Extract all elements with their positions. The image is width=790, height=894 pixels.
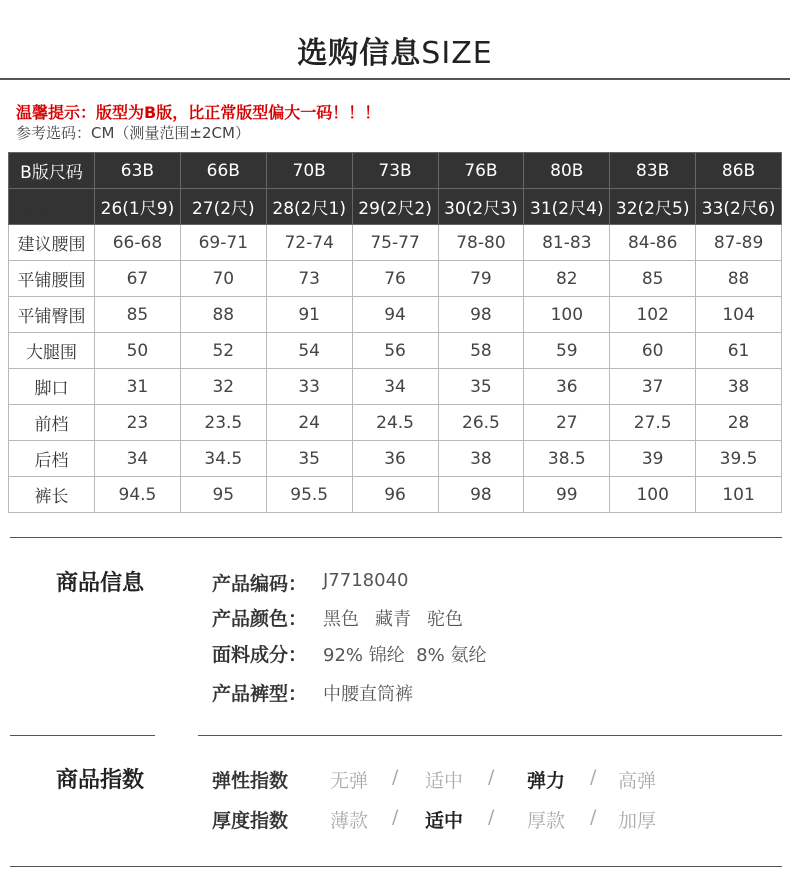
- size-table-cell: 66-68: [95, 225, 181, 261]
- header-divider: [0, 78, 790, 80]
- elasticity-label: 弹性指数: [212, 770, 289, 792]
- size-table-cell: 95.5: [266, 477, 352, 513]
- fabric-label: 面料成分：: [212, 644, 308, 666]
- size-table-cell: 58: [438, 333, 524, 369]
- size-table-cell: 31: [95, 369, 181, 405]
- size-table-cell: 37: [610, 369, 696, 405]
- size-table-cell: 39: [610, 441, 696, 477]
- size-table-cell: 72-74: [266, 225, 352, 261]
- index-separator: /: [590, 766, 597, 788]
- size-table-cell: 34.5: [180, 441, 266, 477]
- pants-type-value: 中腰直筒裤: [323, 684, 413, 705]
- size-header-cell: 73B: [352, 153, 438, 189]
- size-table-cell: 38: [696, 369, 782, 405]
- size-row-label: 建议腰围: [9, 225, 95, 261]
- product-info-title: 商品信息: [56, 571, 145, 596]
- size-table-cell: 76: [352, 261, 438, 297]
- size-table-cell: 23: [95, 405, 181, 441]
- size-table-cell: 27: [524, 405, 610, 441]
- size-table-cell: 26.5: [438, 405, 524, 441]
- size-table: [8, 152, 782, 513]
- size-table-cell: 100: [610, 477, 696, 513]
- size-row-label: 大腿围: [9, 333, 95, 369]
- size-table-cell: 38: [438, 441, 524, 477]
- index-separator: /: [392, 806, 399, 828]
- page-title: [0, 28, 790, 72]
- size-table-cell: 50: [95, 333, 181, 369]
- thickness-index-row: [0, 806, 790, 836]
- color-option: 黑色: [323, 609, 359, 630]
- size-header-label: B版尺码: [9, 153, 95, 189]
- size-table-cell: 29(2尺2): [352, 189, 438, 225]
- thickness-option: 薄款: [329, 810, 368, 832]
- size-table-cell: 35: [266, 441, 352, 477]
- size-table-row: [9, 333, 782, 369]
- pants-type-label: 产品裤型：: [212, 683, 308, 705]
- product-color-values: [323, 605, 479, 631]
- size-table-cell: 85: [610, 261, 696, 297]
- size-header-row: [9, 153, 782, 189]
- page-title-cn: 选购信息: [297, 36, 422, 71]
- size-header-cell: 76B: [438, 153, 524, 189]
- size-table-cell: 67: [95, 261, 181, 297]
- index-separator: /: [488, 806, 495, 828]
- size-table-cell: 36: [524, 369, 610, 405]
- size-table-cell: 60: [610, 333, 696, 369]
- size-table-row: [9, 477, 782, 513]
- size-table-cell: 27.5: [610, 405, 696, 441]
- size-table-cell: 101: [696, 477, 782, 513]
- size-table-cell: 99: [524, 477, 610, 513]
- index-separator: /: [392, 766, 399, 788]
- size-table-row: [9, 261, 782, 297]
- size-table-cell: 79: [438, 261, 524, 297]
- size-table-cell: 81-83: [524, 225, 610, 261]
- product-code-value: J7718040: [323, 570, 409, 591]
- index-separator: /: [590, 806, 597, 828]
- size-table-cell: 28(2尺1): [266, 189, 352, 225]
- thickness-option: 厚款: [526, 810, 565, 832]
- size-table-cell: 85: [95, 297, 181, 333]
- size-table-cell: 88: [696, 261, 782, 297]
- size-table-cell: 33(2尺6): [696, 189, 782, 225]
- size-table-cell: 100: [524, 297, 610, 333]
- elasticity-option: 高弹: [617, 770, 656, 792]
- size-table-cell: 88: [180, 297, 266, 333]
- bottom-divider: [10, 866, 782, 867]
- size-table-cell: 98: [438, 477, 524, 513]
- size-row-label: 脚口: [9, 369, 95, 405]
- size-table-cell: 95: [180, 477, 266, 513]
- size-table-cell: 52: [180, 333, 266, 369]
- page-title-en: SIZE: [421, 36, 493, 71]
- size-table-cell: 30(2尺3): [438, 189, 524, 225]
- thickness-option: 加厚: [617, 810, 656, 832]
- size-table-cell: 59: [524, 333, 610, 369]
- size-table-cell: 39.5: [696, 441, 782, 477]
- size-table-cell: 32(2尺5): [610, 189, 696, 225]
- size-table-cell: 91: [266, 297, 352, 333]
- thickness-option: 适中: [424, 810, 463, 832]
- size-row-label: 后档: [9, 441, 95, 477]
- size-table-cell: 34: [352, 369, 438, 405]
- size-table-cell: 104: [696, 297, 782, 333]
- thickness-label: 厚度指数: [212, 810, 289, 832]
- elasticity-option: 弹力: [526, 770, 565, 792]
- size-row-label: 市场尺码: [9, 189, 95, 225]
- size-table-cell: 94.5: [95, 477, 181, 513]
- size-table-row: [9, 297, 782, 333]
- size-header-cell: 86B: [696, 153, 782, 189]
- color-option: 藏青: [375, 609, 411, 630]
- size-table-cell: 32: [180, 369, 266, 405]
- size-table-cell: 34: [95, 441, 181, 477]
- size-row-label: 平铺腰围: [9, 261, 95, 297]
- size-table-cell: 82: [524, 261, 610, 297]
- size-table-cell: 27(2尺): [180, 189, 266, 225]
- size-table-row: [9, 405, 782, 441]
- size-table-cell: 31(2尺4): [524, 189, 610, 225]
- section-divider-left: [10, 735, 155, 736]
- size-table-cell: 87-89: [696, 225, 782, 261]
- size-table-cell: 78-80: [438, 225, 524, 261]
- size-table-cell: 94: [352, 297, 438, 333]
- section-divider-right: [198, 735, 782, 736]
- elasticity-option: 无弹: [329, 770, 368, 792]
- size-table-cell: 70: [180, 261, 266, 297]
- size-table-cell: 24.5: [352, 405, 438, 441]
- size-table-row: [9, 225, 782, 261]
- section-divider: [10, 537, 782, 538]
- size-table-cell: 28: [696, 405, 782, 441]
- fabric-value: 92% 锦纶 8% 氨纶: [323, 645, 487, 666]
- size-header-cell: 70B: [266, 153, 352, 189]
- size-table-cell: 36: [352, 441, 438, 477]
- product-color-label: 产品颜色：: [212, 608, 308, 630]
- size-table-cell: 33: [266, 369, 352, 405]
- index-separator: /: [488, 766, 495, 788]
- size-table-cell: 98: [438, 297, 524, 333]
- size-table-cell: 69-71: [180, 225, 266, 261]
- sizing-notice: 温馨提示：版型为B版，比正常版型偏大一码！！！: [16, 103, 381, 122]
- product-code-label: 产品编码：: [212, 573, 308, 595]
- elasticity-option: 适中: [424, 770, 463, 792]
- color-option: 驼色: [427, 609, 463, 630]
- size-header-cell: 80B: [524, 153, 610, 189]
- size-table-cell: 23.5: [180, 405, 266, 441]
- size-header-cell: 66B: [180, 153, 266, 189]
- size-table-cell: 73: [266, 261, 352, 297]
- measurement-reference: 参考选码：CM（测量范围±2CM）: [16, 124, 250, 142]
- size-table-row: [9, 369, 782, 405]
- size-table-row: [9, 441, 782, 477]
- product-index-title: 商品指数: [56, 768, 145, 793]
- size-table-cell: 54: [266, 333, 352, 369]
- size-row-label: 前档: [9, 405, 95, 441]
- elasticity-index-row: [0, 766, 790, 796]
- size-table-cell: 26(1尺9): [95, 189, 181, 225]
- size-header-cell: 63B: [95, 153, 181, 189]
- size-row-label: 裤长: [9, 477, 95, 513]
- size-header-cell: 83B: [610, 153, 696, 189]
- size-table-cell: 61: [696, 333, 782, 369]
- size-table-cell: 35: [438, 369, 524, 405]
- size-table-cell: 24: [266, 405, 352, 441]
- size-table-cell: 84-86: [610, 225, 696, 261]
- size-table-cell: 102: [610, 297, 696, 333]
- size-table-row: [9, 189, 782, 225]
- size-table-cell: 75-77: [352, 225, 438, 261]
- size-table-cell: 56: [352, 333, 438, 369]
- size-table-cell: 38.5: [524, 441, 610, 477]
- size-table-cell: 96: [352, 477, 438, 513]
- size-row-label: 平铺臀围: [9, 297, 95, 333]
